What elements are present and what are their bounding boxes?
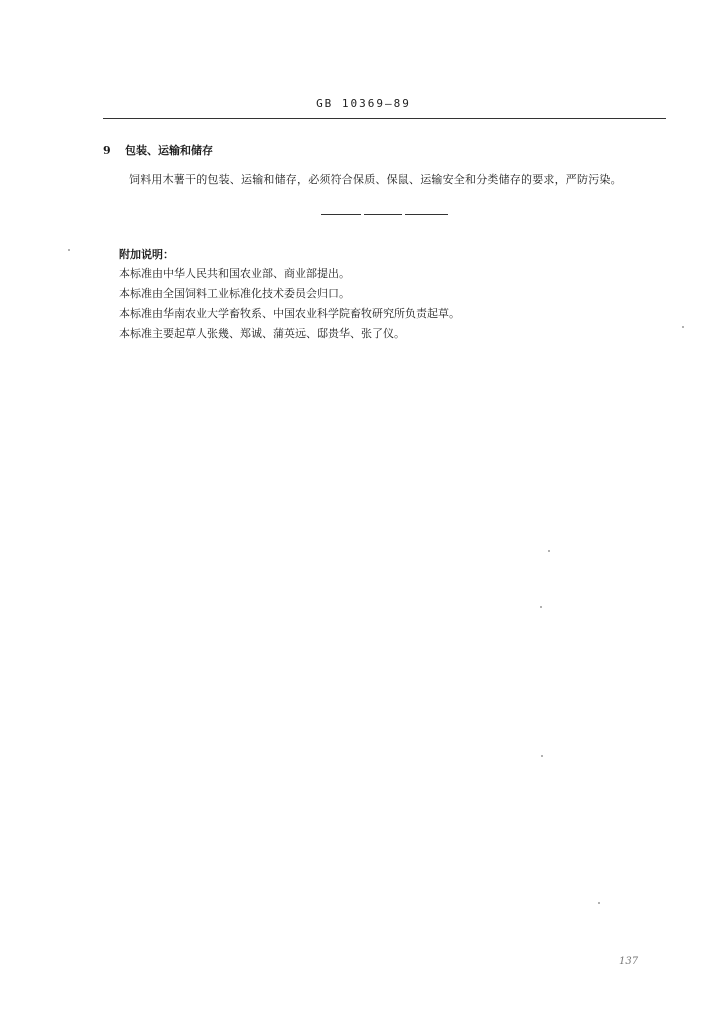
section-heading	[103, 142, 213, 158]
section-number: 9	[103, 144, 111, 157]
end-rule-segment-3	[405, 214, 448, 215]
section-body: 饲料用木薯干的包装、运输和储存，必须符合保质、保鼠、运输安全和分类储存的要求，严防污染。	[129, 173, 622, 186]
scan-speck	[548, 550, 550, 552]
additional-notes	[119, 245, 460, 344]
section-title: 包装、运输和储存	[125, 144, 213, 157]
note-line: 本标准由中华人民共和国农业部、商业部提出。	[119, 267, 350, 280]
scan-speck	[541, 755, 543, 757]
notes-title: 附加说明：	[119, 248, 174, 261]
scan-speck	[540, 606, 542, 608]
note-line: 本标准主要起草人张幾、郑诚、蒲英远、邸贵华、张了仪。	[119, 327, 405, 340]
standard-code-header: GB 10369—89	[316, 97, 411, 110]
note-line: 本标准由全国饲料工业标准化技术委员会归口。	[119, 287, 350, 300]
note-line: 本标准由华南农业大学畜牧系、中国农业科学院畜牧研究所负责起草。	[119, 307, 460, 320]
end-rule-segment-2	[364, 214, 402, 215]
header-divider	[103, 118, 666, 119]
scan-speck	[68, 249, 70, 251]
scan-speck	[682, 326, 684, 328]
page-number: 137	[619, 956, 639, 967]
end-rule-segment-1	[321, 214, 361, 215]
scan-speck	[598, 902, 600, 904]
